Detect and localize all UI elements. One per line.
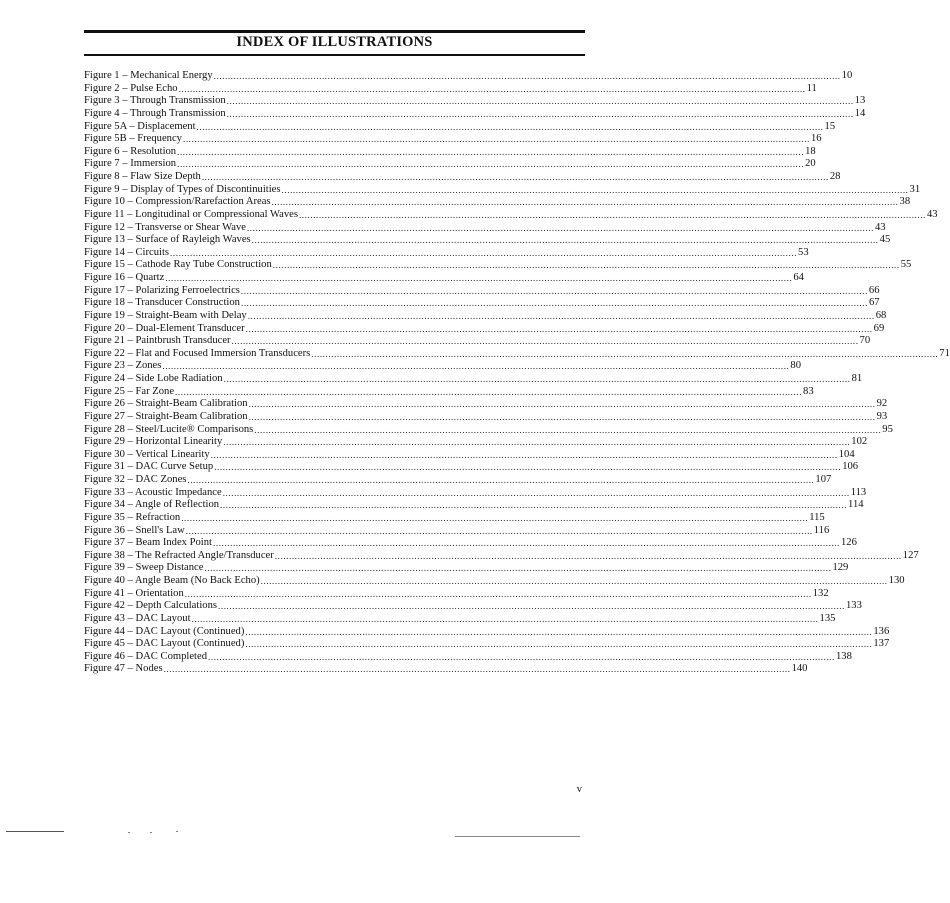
index-entry[interactable]: [84, 575, 905, 588]
entry-page-number: 18: [805, 145, 816, 157]
scan-artifact-dot: [176, 831, 178, 832]
entry-page-number: 137: [873, 638, 890, 650]
index-entry[interactable]: [84, 234, 891, 247]
index-entry[interactable]: [84, 448, 855, 462]
entry-page-number: 80: [790, 360, 801, 372]
index-entry[interactable]: [84, 663, 808, 676]
entry-page-number: 102: [851, 436, 868, 448]
index-entry[interactable]: [84, 70, 853, 83]
dot-leader: ............................................................................................................................................................................................................................: [165, 273, 793, 283]
dot-leader: ............................................................................................................................................................................................................................: [231, 336, 859, 347]
entry-page-number: 81: [851, 373, 863, 384]
dot-leader: ............................................................................................................................................................................................................................: [245, 626, 873, 637]
dot-leader: ............................................................................................................................................................................................................................: [298, 209, 926, 220]
entry-label: Figure 44 – DAC Layout (Continued): [84, 625, 245, 637]
dot-leader: ............................................................................................................................................................................................................................: [177, 146, 805, 157]
index-entry[interactable]: [84, 145, 816, 159]
entry-label: Figure 42 – Depth Calculations: [84, 600, 217, 612]
entry-page-number: 69: [873, 322, 885, 334]
entry-label: Figure 24 – Side Lobe Radiation: [84, 373, 223, 384]
dot-leader: ............................................................................................................................................................................................................................: [247, 310, 875, 321]
entry-page-number: 107: [815, 474, 832, 485]
index-entry[interactable]: [84, 549, 919, 563]
index-entry[interactable]: [84, 511, 825, 525]
page-number: v: [576, 784, 582, 795]
dot-leader: ............................................................................................................................................................................................................................: [271, 197, 899, 208]
entry-page-number: 136: [873, 625, 890, 637]
entry-page-number: 38: [899, 196, 911, 208]
entry-page-number: 71: [939, 347, 950, 359]
entry-label: Figure 25 – Far Zone: [84, 385, 175, 397]
entry-label: Figure 14 – Circuits: [84, 246, 170, 258]
index-entry[interactable]: [84, 171, 841, 184]
entry-label: Figure 33 – Acoustic Impedance: [84, 486, 222, 498]
entry-page-number: 43: [874, 221, 886, 233]
entry-label: Figure 5B – Frequency: [84, 133, 182, 145]
entry-page-number: 140: [791, 663, 808, 675]
entry-label: Figure 21 – Paintbrush Transducer: [84, 335, 231, 347]
entry-page-number: 116: [813, 524, 830, 536]
index-entry[interactable]: [84, 246, 809, 260]
dot-leader: ............................................................................................................................................................................................................................: [281, 184, 909, 195]
index-entry[interactable]: [84, 347, 950, 361]
entry-label: Figure 29 – Horizontal Linearity: [84, 436, 223, 448]
scan-artifact-right: [455, 836, 580, 837]
entry-page-number: 93: [876, 410, 888, 422]
index-entry[interactable]: [84, 322, 885, 336]
entry-label: Figure 30 – Vertical Linearity: [84, 448, 210, 460]
index-entry[interactable]: [84, 284, 880, 298]
index-entry[interactable]: [84, 208, 938, 222]
index-entry[interactable]: [84, 625, 890, 639]
dot-leader: ............................................................................................................................................................................................................................: [220, 500, 848, 511]
scan-artifact-dot: [128, 832, 130, 833]
entry-label: Figure 16 – Quartz: [84, 272, 165, 283]
dot-leader: ............................................................................................................................................................................................................................: [201, 172, 829, 182]
index-entry[interactable]: [84, 499, 864, 512]
entry-page-number: 130: [888, 575, 905, 586]
entry-label: Figure 10 – Compression/Rarefaction Areas: [84, 196, 271, 208]
entry-page-number: 64: [793, 272, 804, 283]
entry-label: Figure 39 – Sweep Distance: [84, 562, 204, 574]
index-entry[interactable]: [84, 612, 836, 626]
entry-label: Figure 40 – Angle Beam (No Back Echo): [84, 575, 260, 586]
entry-label: Figure 26 – Straight-Beam Calibration: [84, 398, 248, 410]
index-entry[interactable]: [84, 95, 866, 108]
entry-label: Figure 7 – Immersion: [84, 158, 177, 170]
entry-label: Figure 47 – Nodes: [84, 663, 163, 675]
scan-artifact-left: [6, 831, 64, 832]
title-rule-bottom: [84, 54, 585, 56]
dot-leader: ............................................................................................................................................................................................................................: [254, 424, 882, 435]
index-entry[interactable]: [84, 309, 887, 323]
dot-leader: ............................................................................................................................................................................................................................: [311, 348, 939, 359]
index-entry[interactable]: [84, 196, 911, 209]
dot-leader: ............................................................................................................................................................................................................................: [248, 399, 876, 410]
entry-label: Figure 2 – Pulse Echo: [84, 82, 178, 94]
entry-page-number: 106: [842, 461, 859, 473]
index-entry[interactable]: [84, 259, 912, 272]
dot-leader: ............................................................................................................................................................................................................................: [214, 462, 842, 473]
index-entry[interactable]: [84, 360, 801, 373]
entry-page-number: 67: [868, 297, 880, 309]
entry-label: Figure 4 – Through Transmission: [84, 107, 226, 119]
entry-label: Figure 17 – Polarizing Ferroelectrics: [84, 284, 240, 296]
entry-label: Figure 3 – Through Transmission: [84, 95, 226, 107]
page-title: INDEX OF ILLUSTRATIONS: [236, 34, 433, 50]
dot-leader: ............................................................................................................................................................................................................................: [226, 96, 854, 107]
index-entry[interactable]: [84, 385, 814, 399]
entry-label: Figure 8 – Flaw Size Depth: [84, 171, 201, 182]
index-entry[interactable]: [84, 423, 893, 437]
entry-page-number: 15: [824, 120, 836, 132]
entry-page-number: 66: [868, 284, 880, 296]
dot-leader: ............................................................................................................................................................................................................................: [213, 71, 841, 81]
index-entry[interactable]: [84, 461, 859, 474]
entry-page-number: 135: [819, 612, 836, 624]
entry-page-number: 10: [841, 70, 853, 81]
entry-label: Figure 13 – Surface of Rayleigh Waves: [84, 234, 251, 246]
entry-page-number: 43: [926, 208, 938, 220]
entry-label: Figure 1 – Mechanical Energy: [84, 70, 213, 81]
entry-label: Figure 46 – DAC Completed: [84, 650, 207, 662]
dot-leader: ............................................................................................................................................................................................................................: [260, 576, 888, 586]
index-entry[interactable]: [84, 562, 849, 575]
dot-leader: ............................................................................................................................................................................................................................: [163, 664, 791, 675]
entry-label: Figure 15 – Cathode Ray Tube Construction: [84, 259, 272, 271]
index-entry[interactable]: [84, 120, 836, 134]
dot-leader: ............................................................................................................................................................................................................................: [272, 260, 900, 271]
index-entry[interactable]: [84, 297, 880, 310]
dot-leader: ............................................................................................................................................................................................................................: [222, 487, 850, 498]
entry-page-number: 127: [902, 549, 919, 561]
entry-label: Figure 9 – Display of Types of Discontinuities: [84, 183, 281, 195]
scan-artifact-dot: [150, 832, 152, 833]
illustrations-index-list: [84, 70, 950, 676]
entry-page-number: 45: [879, 234, 891, 246]
dot-leader: ............................................................................................................................................................................................................................: [223, 437, 851, 448]
entry-page-number: 31: [909, 183, 921, 195]
dot-leader: ............................................................................................................................................................................................................................: [182, 134, 810, 145]
index-entry[interactable]: [84, 474, 832, 487]
dot-leader: ............................................................................................................................................................................................................................: [204, 563, 832, 574]
entry-page-number: 114: [848, 499, 864, 511]
entry-page-number: 126: [841, 537, 857, 549]
index-entry[interactable]: [84, 158, 816, 171]
index-entry[interactable]: [84, 183, 921, 197]
entry-page-number: 83: [803, 385, 814, 397]
index-entry[interactable]: [84, 221, 886, 235]
index-entry[interactable]: [84, 373, 863, 386]
entry-label: Figure 18 – Transducer Construction: [84, 297, 240, 309]
dot-leader: ............................................................................................................................................................................................................................: [196, 121, 824, 132]
entry-page-number: 115: [809, 511, 825, 523]
entry-label: Figure 36 – Snell's Law: [84, 524, 185, 536]
dot-leader: ............................................................................................................................................................................................................................: [162, 361, 790, 372]
entry-page-number: 129: [832, 562, 849, 574]
dot-leader: ............................................................................................................................................................................................................................: [208, 651, 835, 662]
dot-leader: ............................................................................................................................................................................................................................: [248, 411, 876, 422]
entry-label: Figure 32 – DAC Zones: [84, 474, 187, 485]
title-rule-top: [84, 30, 585, 33]
dot-leader: ............................................................................................................................................................................................................................: [246, 222, 874, 233]
dot-leader: ............................................................................................................................................................................................................................: [178, 83, 806, 94]
dot-leader: ............................................................................................................................................................................................................................: [184, 588, 812, 599]
entry-page-number: 132: [812, 587, 829, 599]
index-entry[interactable]: [84, 524, 830, 538]
entry-page-number: 11: [806, 82, 817, 94]
index-entry[interactable]: [84, 133, 822, 146]
entry-label: Figure 6 – Resolution: [84, 145, 177, 157]
index-entry[interactable]: [84, 436, 868, 449]
entry-page-number: 113: [850, 486, 867, 498]
entry-page-number: 92: [876, 398, 888, 410]
index-entry[interactable]: [84, 107, 866, 121]
dot-leader: ............................................................................................................................................................................................................................: [274, 550, 902, 561]
index-entry[interactable]: [84, 410, 888, 424]
entry-page-number: 138: [836, 650, 852, 662]
entry-label: Figure 37 – Beam Index Point: [84, 537, 212, 549]
index-entry[interactable]: [84, 272, 804, 285]
entry-page-number: 133: [846, 600, 862, 612]
entry-label: Figure 34 – Angle of Reflection: [84, 499, 220, 511]
dot-leader: ............................................................................................................................................................................................................................: [240, 298, 868, 309]
index-entry[interactable]: [84, 650, 852, 664]
dot-leader: ............................................................................................................................................................................................................................: [191, 613, 819, 624]
entry-page-number: 20: [805, 158, 816, 170]
index-entry[interactable]: [84, 486, 867, 500]
entry-label: Figure 45 – DAC Layout (Continued): [84, 638, 245, 650]
entry-page-number: 104: [838, 448, 855, 460]
entry-page-number: 13: [854, 95, 866, 107]
dot-leader: ............................................................................................................................................................................................................................: [213, 538, 840, 549]
dot-leader: ............................................................................................................................................................................................................................: [245, 323, 873, 334]
entry-label: Figure 19 – Straight-Beam with Delay: [84, 309, 247, 321]
index-entry[interactable]: [84, 537, 857, 550]
index-entry[interactable]: [84, 82, 817, 96]
dot-leader: ............................................................................................................................................................................................................................: [187, 475, 815, 485]
dot-leader: ............................................................................................................................................................................................................................: [245, 639, 873, 650]
entry-label: Figure 38 – The Refracted Angle/Transducer: [84, 549, 274, 561]
entry-page-number: 68: [875, 309, 887, 321]
dot-leader: ............................................................................................................................................................................................................................: [226, 108, 854, 119]
dot-leader: ............................................................................................................................................................................................................................: [210, 449, 838, 460]
index-entry[interactable]: [84, 600, 862, 613]
entry-label: Figure 28 – Steel/Lucite® Comparisons: [84, 423, 254, 435]
entry-label: Figure 20 – Dual-Element Transducer: [84, 322, 245, 334]
entry-label: Figure 31 – DAC Curve Setup: [84, 461, 214, 473]
dot-leader: ............................................................................................................................................................................................................................: [170, 247, 798, 258]
entry-page-number: 16: [810, 133, 822, 145]
index-entry[interactable]: [84, 335, 871, 348]
dot-leader: ............................................................................................................................................................................................................................: [177, 159, 805, 170]
entry-label: Figure 22 – Flat and Focused Immersion Transducers: [84, 347, 311, 359]
entry-page-number: 55: [900, 259, 912, 271]
entry-label: Figure 43 – DAC Layout: [84, 612, 191, 624]
entry-label: Figure 23 – Zones: [84, 360, 162, 372]
index-entry[interactable]: [84, 638, 890, 651]
entry-page-number: 14: [854, 107, 866, 119]
dot-leader: ............................................................................................................................................................................................................................: [251, 235, 879, 246]
dot-leader: ............................................................................................................................................................................................................................: [185, 525, 813, 536]
dot-leader: ............................................................................................................................................................................................................................: [175, 386, 803, 397]
entry-page-number: 28: [829, 171, 841, 182]
index-entry[interactable]: [84, 587, 829, 601]
entry-label: Figure 5A – Displacement: [84, 120, 196, 132]
entry-label: Figure 35 – Refraction: [84, 511, 181, 523]
entry-label: Figure 27 – Straight-Beam Calibration: [84, 410, 248, 422]
entry-label: Figure 12 – Transverse or Shear Wave: [84, 221, 246, 233]
dot-leader: ............................................................................................................................................................................................................................: [223, 374, 851, 384]
dot-leader: ............................................................................................................................................................................................................................: [218, 601, 845, 612]
entry-label: Figure 41 – Orientation: [84, 587, 184, 599]
entry-page-number: 95: [882, 423, 893, 435]
dot-leader: ............................................................................................................................................................................................................................: [181, 512, 809, 523]
entry-page-number: 70: [859, 335, 871, 347]
index-entry[interactable]: [84, 398, 888, 411]
dot-leader: ............................................................................................................................................................................................................................: [240, 285, 868, 296]
entry-label: Figure 11 – Longitudinal or Compressional Waves: [84, 208, 298, 220]
entry-page-number: 53: [798, 246, 809, 258]
